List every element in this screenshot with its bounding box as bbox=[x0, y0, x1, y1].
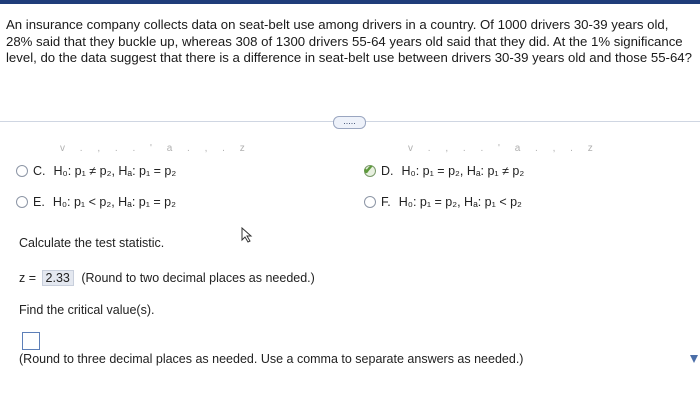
option-e-text: H₀: p₁ < p₂, Hₐ: p₁ = p₂ bbox=[52, 195, 176, 209]
option-e-letter: E. bbox=[33, 195, 45, 209]
mouse-cursor-icon bbox=[241, 227, 253, 248]
faded-row-right: v . , . . ' a . , . z bbox=[408, 143, 599, 154]
checkmark-icon: ✔ bbox=[363, 162, 374, 177]
test-statistic-prompt: Calculate the test statistic. bbox=[19, 236, 165, 250]
top-bar bbox=[0, 0, 700, 4]
z-prefix: z = bbox=[19, 271, 37, 285]
option-c-text: H₀: p₁ ≠ p₂, Hₐ: p₁ = p₂ bbox=[53, 164, 177, 178]
option-e[interactable] bbox=[16, 195, 176, 209]
critical-value-hint: (Round to three decimal places as needed. Use a comma to separate answers as needed.) bbox=[19, 352, 524, 366]
option-d[interactable] bbox=[364, 164, 524, 178]
critical-value-input[interactable] bbox=[22, 332, 40, 350]
option-f-text: H₀: p₁ = p₂, Hₐ: p₁ < p₂ bbox=[398, 195, 522, 209]
radio-f[interactable] bbox=[364, 196, 376, 208]
option-f-letter: F. bbox=[381, 195, 391, 209]
option-c[interactable] bbox=[16, 164, 176, 178]
option-f[interactable] bbox=[364, 195, 522, 209]
z-hint: (Round to two decimal places as needed.) bbox=[81, 271, 315, 285]
option-d-text: H₀: p₁ = p₂, Hₐ: p₁ ≠ p₂ bbox=[401, 164, 525, 178]
scroll-down-icon[interactable] bbox=[690, 355, 698, 363]
critical-value-prompt: Find the critical value(s). bbox=[19, 303, 155, 317]
radio-d[interactable] bbox=[363, 162, 376, 177]
z-answer-field[interactable]: 2.33 bbox=[42, 270, 74, 286]
option-c-letter: C. bbox=[33, 164, 46, 178]
option-d-letter: D. bbox=[381, 164, 394, 178]
expand-button[interactable]: ..... bbox=[333, 116, 366, 129]
faded-row-left: v . , . . ' a . , . z bbox=[60, 143, 251, 154]
question-text: An insurance company collects data on seat-belt use among drivers in a country. Of 1000 drivers 30-39 years old, 28% said that they buckle up, whereas 308 of 1300 drivers 55-64 years old said that they did. At the 1% significance level, do the data suggest that there is a difference in seat-belt use between drivers 30-39 years old and those 55-64? bbox=[6, 17, 692, 65]
radio-c[interactable] bbox=[16, 165, 28, 177]
test-statistic-row bbox=[19, 270, 315, 286]
radio-e[interactable] bbox=[16, 196, 28, 208]
